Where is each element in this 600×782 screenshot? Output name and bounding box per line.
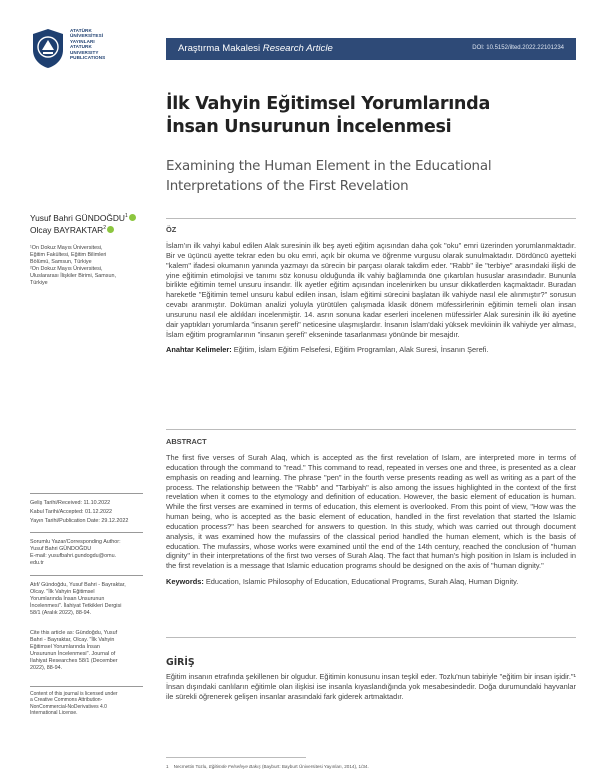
title-english xyxy=(166,157,576,197)
article-type xyxy=(178,43,333,54)
publisher-line: ATATÜRK xyxy=(70,28,92,33)
sidebar-divider xyxy=(30,493,143,494)
license-line: International License. xyxy=(30,710,78,717)
abstract-text: The first five verses of Surah Alaq, which is accepted as the first revelation of Islam, are interpreted more in terms of education through the command to "read." This command to read, repeated in verses one and three, is presented as a clear emphasis on reading and learning. The phrase "pen" in the fourth verse presents reading as well as writing as a part of the process. The relationship between the "Rabb" and "Tarbiyah" is also among the issues highlighted in the context of the first revelation when it comes to the etymology and definition of education. However, the basic element of education is human. While the first verses are examined in terms of education, this element is overlooked. From this point of view, "How was the human being, who is accepted as the basic element of education, handled in the first revelation that started the Islamic education process?" has been searched for answers to question. In this study, which was carried out through document analysis, it was examined how the mufassirs of the classical period handled the human element, which is the basis of education. The mufassirs, whose works were examined until the end of the 14th century, reached the conclusion of "human dignity" in their interpretations of the first two verses of Surah Alaq. The fact that human's high position in Islam is included in the first revelation is a message that Islamic education programs should be designed on the axis of "human dignity." xyxy=(166,453,576,571)
orcid-icon[interactable] xyxy=(129,214,136,221)
cite-tr-line: Yorumlarında İnsan Unsurunun xyxy=(30,596,105,603)
affiliation-line: Bölümü, Samsun, Türkiye xyxy=(30,259,92,266)
corr-line: Sorumlu Yazar/Corresponding Author: xyxy=(30,539,121,545)
cite-en-line: 2022), 88-94. xyxy=(30,665,63,672)
cite-en-line: Unsurunun İncelenmesi". Journal of xyxy=(30,651,116,658)
author-sup: 1 xyxy=(124,213,128,220)
corr-line: Yusuf Bahri GÜNDOĞDU xyxy=(30,546,92,553)
citation-en xyxy=(30,630,150,673)
cite-tr-line: 58/1 (Aralık 2022), 88-94. xyxy=(30,610,92,617)
publisher-line: UNIVERSITY xyxy=(70,49,99,55)
article-type-tr: Araştırma Makalesi xyxy=(178,43,261,54)
section-divider xyxy=(166,429,576,430)
dates xyxy=(30,500,150,525)
abstract-keywords-value: Education, Islamic Philosophy of Education, Educational Programs, Surah Alaq, Human Dignity. xyxy=(205,577,519,587)
publisher-line: ATATURK xyxy=(70,44,92,50)
affiliation-line: ²On Dokuz Mayıs Üniversitesi, xyxy=(30,266,103,273)
footnote-rest: (Bayburt: Bayburt Üniversitesi Yayınları, 2014), 1/34. xyxy=(261,764,369,769)
citation-tr xyxy=(30,582,150,617)
author-1 xyxy=(30,213,136,223)
footnote-author: Necmettin Tozlu, xyxy=(173,764,208,769)
title-tr-line: İlk Vahyin Eğitimsel Yorumlarında xyxy=(166,94,491,114)
sidebar-divider xyxy=(30,575,143,576)
doi-link[interactable]: DOI: 10.5152/ilted.2022.22101234 xyxy=(472,44,564,51)
cite-tr-line: İncelenmesi". İlahiyat Tetkikleri Dergisi xyxy=(30,603,122,610)
date-line: Kabul Tarihi/Accepted: 01.12.2022 xyxy=(30,509,113,516)
section-divider xyxy=(166,637,576,638)
footnote-title: Eğitimde Felsefeye Bakış xyxy=(208,764,261,769)
corresponding-author xyxy=(30,539,150,567)
oz-keywords-value: Eğitim, İslam Eğitim Felsefesi, Eğitim Programları, Alak Suresi, İnsanın Şerefi. xyxy=(233,345,489,355)
affiliation-line: Türkiye xyxy=(30,280,48,287)
giris-section xyxy=(166,672,576,702)
article-header-bar xyxy=(166,38,576,60)
corr-email-cont[interactable]: edu.tr xyxy=(30,560,44,567)
date-line: Geliş Tarihi/Received: 11.10.2022 xyxy=(30,500,111,506)
license-line: Content of this journal is licensed under xyxy=(30,691,118,697)
footnote xyxy=(166,764,576,769)
title-en-line: Interpretations of the First Revelation xyxy=(166,179,409,194)
cite-en-line: Eğitimsel Yorumlarında İnsan xyxy=(30,644,100,651)
publisher-line: ÜNİVERSİTESİ xyxy=(70,33,104,39)
author-2 xyxy=(30,225,114,235)
section-divider xyxy=(166,218,576,219)
affiliation-line: Uluslararası İlişkiler Birimi, Samsun, xyxy=(30,273,116,280)
publisher-line: PUBLICATIONS xyxy=(70,55,106,61)
article-type-en: Research Article xyxy=(262,43,333,54)
abstract-heading: ABSTRACT xyxy=(166,437,207,446)
corr-email[interactable]: E-mail: yusufbahri.gundogdu@omu. xyxy=(30,553,117,560)
affiliation-line: Eğitim Fakültesi, Eğitim Bilimleri xyxy=(30,252,107,259)
giris-heading: GİRİŞ xyxy=(166,657,195,668)
university-seal-icon xyxy=(31,28,65,69)
author-name: Yusuf Bahri GÜNDOĞDU xyxy=(30,213,125,223)
cite-en-line: Ilahiyat Researches 58/1 (December xyxy=(30,658,118,665)
sidebar-divider xyxy=(30,686,143,687)
license-line: NonCommercial-NoDerivatives 4.0 xyxy=(30,703,107,710)
publisher-line: YAYINLARI xyxy=(70,38,95,44)
affiliation-line: ¹On Dokuz Mayıs Üniversitesi, xyxy=(30,245,103,251)
giris-text: Eğitim insanın etrafında şekillenen bir olgudur. Eğitimin konusunu insan teşkil eder. Tozlu'nun tabiriyle "eğitim bir insan işidir."¹ İnsan dışındaki canlıların eğitimle olan ilişkisi ise insanla kıyaslandığında yok mesabesindedir. Doğa durumundaki hayvanlar ile sürekli öğrenerek gelişen insanlar arasındaki fark giderek artmaktadır. xyxy=(166,672,576,701)
sidebar-divider xyxy=(30,532,143,533)
abstract-keywords xyxy=(166,577,576,587)
footnote-divider xyxy=(166,757,306,758)
cite-en-line: Bahri - Bayraktar, Olcay. "İlk Vahyin xyxy=(30,637,115,644)
cite-en-line: Cite this article as: Gündoğdu, Yusuf xyxy=(30,630,118,636)
cite-tr-line: Olcay. "İlk Vahyin Eğitimsel xyxy=(30,589,95,596)
footnote-number: 1 xyxy=(166,764,169,769)
oz-heading: ÖZ xyxy=(166,225,177,234)
abstract-section xyxy=(166,437,576,587)
license-text xyxy=(30,691,150,717)
title-en-line: Examining the Human Element in the Educational xyxy=(166,159,492,174)
date-line: Yayın Tarihi/Publication Date: 29.12.2022 xyxy=(30,518,129,525)
author-sup: 2 xyxy=(103,225,106,232)
abstract-keywords-label: Keywords: xyxy=(166,577,204,587)
cite-tr-line: Atıf/ Gündoğdu, Yusuf Bahri - Bayraktar, xyxy=(30,582,126,588)
oz-keywords xyxy=(166,345,576,355)
author-name: Olcay BAYRAKTAR xyxy=(30,225,104,235)
publisher-name xyxy=(70,28,105,60)
oz-section xyxy=(166,225,576,355)
oz-text: İslam'ın ilk vahyi kabul edilen Alak suresinin ilk beş ayeti eğitim açısından daha çok "oku" emri üzerinden yorumlanmaktadır. Bir ve üçüncü ayette tekrar eden bu oku emri, açık bir okuma ve öğrenme vurgusu olarak sunulmaktadır. Dördüncü ayetteki "kalem" ifadesi okumanın yanında yazmayı da sürecin bir parçası olarak takdim eder. "Rabb" ile "terbiye" arasındaki ilişki de yine eğitimin etimolojisi ve tanımı söz konusu olduğunda ilk vahiy bağlamında öne çıkartılan hususlar arasındadır. Bununla birlikte eğitimin temel unsuru insandır. İlk ayetler eğitim açısından incelenirken bu unsur dikkatlerden kaçmaktadır. Buradan hareketle "Eğitimin temel unsuru kabul edilen insan, İslam eğitimi sürecini başlatan ilk vahiyde nasıl ele alınmıştır?" sorusun cevabı aranmıştır. Doküman analizi yoluyla yürütülen çalışmada klasik dönem müfessirlerinin eğitimin temeli olan insan unsurunu nasıl ele aldıkları incelenmiştir. 14. asrın sonuna kadar eserleri incelenen müfessirler Alak suresinin ilk iki ayetine dair yaptıkları yorumlarda "insanın şerefi" neticesine ulaşmışlardır. İnsanın İslam'daki yüksek mevkiinin ilk vahiyde yer alması, İslam eğitim programlarının "insanın şerefi" ekseninde tasarlanması yönünde bir mesajdır. xyxy=(166,241,576,339)
license-line: a Creative Commons Attribution- xyxy=(30,697,103,704)
oz-keywords-label: Anahtar Kelimeler: xyxy=(166,345,232,355)
affiliations xyxy=(30,245,150,288)
orcid-icon[interactable] xyxy=(107,226,114,233)
title-tr-line: İnsan Unsurunun İncelenmesi xyxy=(166,117,452,137)
title-turkish xyxy=(166,93,576,139)
